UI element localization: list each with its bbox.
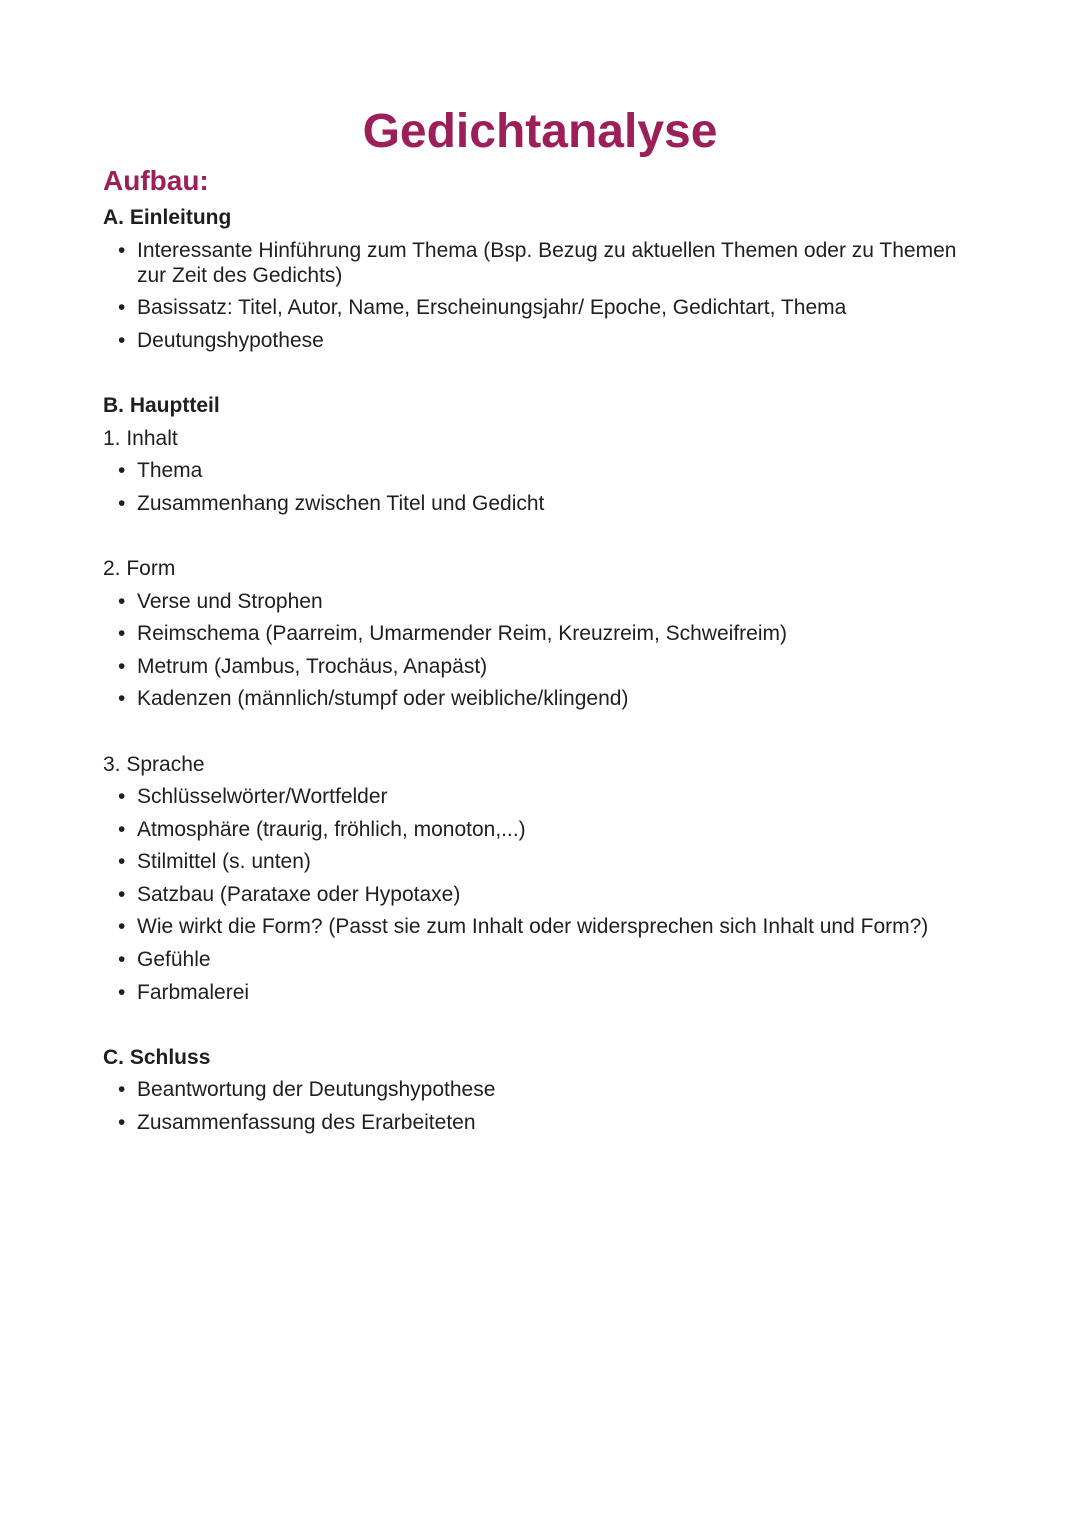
bullet-icon: • (118, 296, 126, 320)
list-item-text: Wie wirkt die Form? (Passt sie zum Inhalt oder widersprechen sich Inhalt und Form?) (137, 915, 929, 939)
list-item (103, 1107, 983, 1140)
list-item-text: Interessante Hinführung zum Thema (Bsp. Bezug zu aktuellen Themen oder zu Themen zur Zeit des Gedichts) (137, 239, 957, 288)
list-item-text: Stilmittel (s. unten) (137, 850, 311, 874)
sub-heading-inhalt: 1. Inhalt (103, 426, 178, 450)
list-item (103, 944, 983, 977)
part-heading-einleitung: A. Einleitung (103, 206, 232, 229)
list-item (103, 325, 983, 358)
list-item-text: Deutungshypothese (137, 328, 324, 352)
bullet-icon: • (118, 459, 126, 483)
list-item-text: Schlüsselwörter/Wortfelder (137, 785, 388, 809)
list-item-text: Metrum (Jambus, Trochäus, Anapäst) (137, 654, 488, 678)
list-item (103, 814, 983, 847)
bullet-icon: • (118, 980, 126, 1004)
bullet-icon: • (118, 589, 126, 613)
bullet-icon: • (118, 687, 126, 711)
list-item-text: Farbmalerei (137, 980, 250, 1004)
part-heading-schluss: C. Schluss (103, 1045, 211, 1069)
list-item-text: Kadenzen (männlich/stumpf oder weibliche/klingend) (137, 687, 629, 711)
list-item (103, 235, 983, 293)
list-form (103, 586, 983, 716)
bullet-icon: • (118, 654, 126, 678)
list-schluss (103, 1074, 983, 1139)
bullet-icon: • (118, 328, 126, 352)
page-title: Gedichtanalyse (362, 105, 718, 158)
list-item (103, 651, 983, 684)
list-item (103, 683, 983, 716)
section-heading-aufbau: Aufbau: (103, 165, 209, 196)
bullet-icon: • (118, 1078, 126, 1102)
list-item (103, 292, 983, 325)
sub-heading-form: 2. Form (103, 556, 176, 580)
list-item-text: Reimschema (Paarreim, Umarmender Reim, Kreuzreim, Schweifreim) (137, 622, 787, 646)
part-heading-hauptteil: B. Hauptteil (103, 393, 220, 417)
list-item (103, 977, 983, 1010)
list-inhalt (103, 455, 983, 520)
bullet-icon: • (118, 817, 126, 841)
bullet-icon: • (118, 491, 126, 515)
list-item-text: Satzbau (Parataxe oder Hypotaxe) (137, 882, 461, 906)
bullet-icon: • (118, 915, 126, 939)
list-item-text: Atmosphäre (traurig, fröhlich, monoton,...) (137, 817, 526, 841)
list-item (103, 911, 983, 944)
bullet-icon: • (118, 622, 126, 646)
outline-content (103, 202, 983, 1140)
sub-heading-sprache: 3. Sprache (103, 752, 205, 776)
bullet-icon: • (118, 785, 126, 809)
list-item (103, 846, 983, 879)
list-item (103, 1074, 983, 1107)
list-item (103, 781, 983, 814)
bullet-icon: • (118, 238, 126, 262)
list-item-text: Verse und Strophen (137, 589, 323, 613)
list-item (103, 879, 983, 912)
list-item (103, 488, 983, 521)
list-item (103, 618, 983, 651)
list-item-text: Zusammenhang zwischen Titel und Gedicht (137, 491, 545, 515)
list-item-text: Thema (137, 459, 203, 483)
list-sprache (103, 781, 983, 1009)
bullet-icon: • (118, 882, 126, 906)
list-item (103, 455, 983, 488)
list-item-text: Gefühle (137, 948, 211, 972)
list-item-text: Zusammenfassung des Erarbeiteten (137, 1111, 476, 1135)
list-item-text: Basissatz: Titel, Autor, Name, Erscheinungsjahr/ Epoche, Gedichtart, Thema (137, 296, 847, 320)
list-item (103, 586, 983, 619)
list-item-text: Beantwortung der Deutungshypothese (137, 1078, 496, 1102)
list-einleitung (103, 235, 983, 358)
bullet-icon: • (118, 850, 126, 874)
bullet-icon: • (118, 948, 126, 972)
bullet-icon: • (118, 1111, 126, 1135)
